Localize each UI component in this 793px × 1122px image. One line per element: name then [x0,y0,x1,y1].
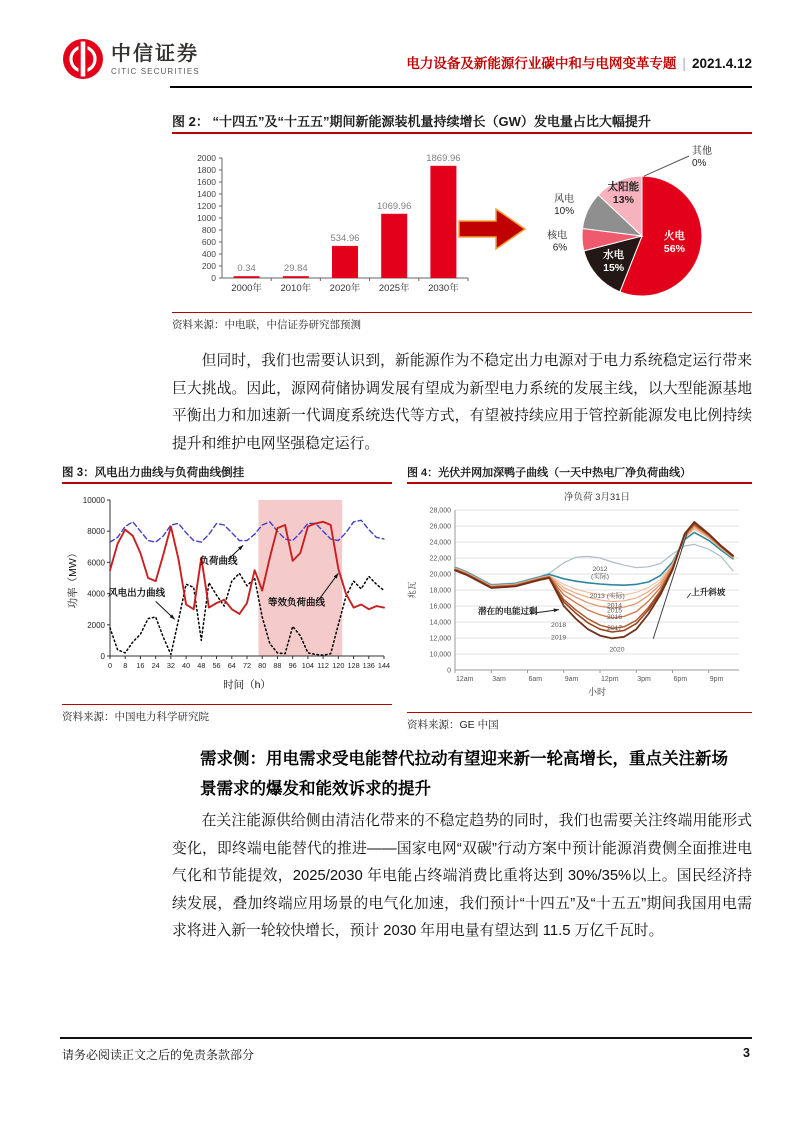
x-category-label: 2025年 [378,283,410,294]
x-tick-label: 144 [377,661,391,670]
x-tick-label: 9pm [709,676,724,683]
y-axis-title: 兆瓦 [407,581,417,599]
figure4-source: 资料来源：GE 中国 [407,719,499,731]
bar-value-label: 1869.96 [426,152,461,164]
x-tick-label: 72 [242,661,252,670]
y-tick-label: 10,000 [429,651,451,659]
y-tick-label: 20,000 [429,571,451,579]
y-tick-label: 18,000 [429,587,451,595]
y-tick-label: 0 [447,667,451,675]
x-tick-label: 40 [182,661,191,670]
series-label-2017: 2017 [606,625,623,632]
y-tick-label: 0 [211,273,216,283]
figure4-title-underline [407,482,752,484]
paragraph-supply-challenge: 但同时，我们也需要认识到，新能源作为不稳定出力电源对于电力系统稳定运行带来巨大挑战。因此，源网荷储协调发展有望成为新型电力系统的发展主线，以大型能源基地平衡出力和加速新一代调度系统迭代等方式，有望被持续应用于管控新能源发电比例持续提升和维护电网坚强稳定运行。 [172,353,752,452]
x-tick-label: 0 [107,661,113,670]
x-tick-label: 6am [528,676,543,683]
y-tick-label: 26,000 [429,523,451,531]
x-tick-label: 104 [301,661,314,670]
figure2-source-divider [172,312,752,313]
brand-name: 中信证券 [111,42,199,65]
series-负荷曲线 [110,520,384,542]
x-tick-label: 88 [273,661,282,670]
y-axis-title: 功率（MW） [67,547,79,609]
bar-2030年 [430,166,456,278]
x-tick-label: 120 [332,661,345,670]
series-label-2014: 2014 [606,602,623,610]
header-title-block [172,52,752,73]
pie-label-太阳能: 太阳能 13% [607,181,640,207]
x-tick-label: 9am [564,676,579,683]
figure2-title: 图 2： “十四五”及“十五五”期间新能源装机量持续增长（GW）发电量占比大幅提升 [172,114,651,129]
paragraph-demand-side: 在关注能源供给侧由清洁化带来的不稳定趋势的同时，我们也需要关注终端用能形式变化，即终端电能替代的推进——国家电网“双碳”行动方案中预计能源消费侧全面推进电气化和节能提效，2025/2030 年电能占终端消费比重将达到 30%/35%以上。国民经济持续发展，叠加终端应用场景的电气化加速，我们预计“十四五”及“十五五”期间我国用电需求将进入新一轮较快增长，预计 2030 年用电量有望达到 11.5 万亿千瓦时。 [172,813,752,939]
pie-leader-line [644,156,689,176]
x-tick-label: 128 [347,661,360,670]
x-tick-label: 136 [362,661,375,670]
pie-label-水电: 水电 15% [603,248,625,274]
brand-name-en: CITIC SECURITIES [111,66,200,76]
pie-label-火电: 火电 56% [663,230,685,256]
figure2-source: 资料来源：中电联，中信证券研究部预测 [172,319,361,331]
y-tick-label: 1800 [197,165,216,175]
x-axis-title: 时间（h） [223,679,271,691]
annotation-风电出力曲线: 风电出力曲线 [108,587,166,599]
x-category-label: 2030年 [428,283,459,294]
figure2-title-underline [172,132,752,134]
x-tick-label: 8 [123,661,128,670]
figure3-source-divider [62,704,392,705]
y-tick-label: 24,000 [429,539,451,547]
series-label-2020: 2020 [609,646,625,654]
report-topic: 电力设备及新能源行业碳中和与电网变革专题 [406,56,677,71]
y-tick-label: 600 [201,237,216,247]
figure3-source: 资料来源：中国电力科学研究院 [62,711,209,723]
y-tick-label: 400 [201,249,216,259]
y-tick-label: 10000 [82,496,105,505]
annotation-负荷曲线: 负荷曲线 [199,555,238,567]
installed-capacity-bar-chart [178,140,478,302]
bar-value-label: 1069.96 [377,200,412,212]
y-tick-label: 22,000 [429,555,451,563]
generation-mix-pie-chart [522,138,754,310]
y-tick-label: 1400 [197,189,216,199]
arrow-right-icon [456,206,530,252]
series-label-2019: 2019 [551,634,567,642]
citic-logo-icon [62,38,104,80]
y-tick-label: 1200 [197,201,216,211]
x-tick-label: 12am [456,676,474,683]
y-tick-label: 8000 [87,527,105,537]
x-tick-label: 56 [212,661,221,670]
figure3-title-underline [62,482,392,484]
x-tick-label: 64 [227,661,236,670]
y-tick-label: 800 [201,225,216,235]
report-date: 2021.4.12 [691,56,752,71]
x-tick-label: 48 [197,661,206,670]
x-tick-label: 80 [258,661,267,670]
annotation-arrow-head [554,608,559,612]
bar-2020年 [332,246,358,278]
x-tick-label: 24 [151,661,160,670]
series-label-2018: 2018 [551,622,567,630]
pie-label-核电: 核电 6% [547,230,568,254]
chart-title: 净负荷 3月31日 [564,492,630,503]
y-tick-label: 16,000 [429,603,451,611]
x-tick-label: 3am [492,676,506,683]
x-tick-label: 3pm [637,676,651,683]
bar-2010年 [283,276,309,278]
header-divider [170,86,752,88]
y-tick-label: 4000 [87,589,105,599]
y-tick-label: 200 [201,261,216,271]
figure3-title: 图 3：风电出力曲线与负荷曲线倒挂 [62,467,245,479]
x-tick-label: 16 [136,661,145,670]
annotation-潜在的电能过剩: 潜在的电能过剩 [477,606,538,616]
y-tick-label: 0 [100,652,105,661]
x-category-label: 2020年 [329,283,361,294]
y-tick-label: 2000 [87,620,105,630]
series-label-2015: 2015 [606,607,623,615]
bar-value-label: 534.96 [330,232,360,244]
y-tick-label: 1600 [197,177,216,187]
pie-label-风电: 风电 10% [554,194,575,218]
x-tick-label: 6pm [673,676,688,683]
annotation-上升斜坡: 上升斜坡 [691,586,726,597]
x-category-label: 2010年 [280,283,312,294]
annotation-等效负荷曲线: 等效负荷曲线 [267,597,325,609]
x-axis-title: 小时 [587,687,607,697]
figure4-title: 图 4：光伏并网加深鸭子曲线（一天中热电厂净负荷曲线） [407,467,692,479]
y-tick-label: 1000 [197,213,216,223]
bar-value-label: 29.84 [283,263,308,275]
x-tick-label: 32 [166,661,175,670]
footer-divider [60,1037,752,1039]
y-tick-label: 28,000 [429,507,451,515]
y-tick-label: 6000 [87,558,105,568]
y-tick-label: 14,000 [429,619,451,627]
figure4-source-divider [407,712,752,713]
bar-2025年 [381,214,407,278]
bar-2000年 [234,276,260,278]
x-tick-label: 96 [288,661,297,670]
pie-label-其他: 其他 0% [692,146,712,169]
y-tick-label: 2000 [197,153,216,163]
series-label-2016: 2016 [606,614,623,621]
bar-value-label: 0.34 [237,263,256,275]
x-tick-label: 112 [317,661,329,670]
page-number: 3 [743,1046,750,1060]
header-separator: | [682,56,686,71]
x-tick-label: 12pm [601,676,619,683]
ramp-tick [687,593,691,598]
series-label-2013 (实际): 2013 (实际) [589,592,625,600]
series-label-2012 (实际): 2012 (实际) [590,566,610,581]
duck-curve-line-chart [405,488,753,700]
footer-disclaimer: 请务必阅读正文之后的免责条款部分 [62,1048,255,1062]
section-heading-demand-side: 需求侧：用电需求受电能替代拉动有望迎来新一轮高增长，重点关注新场景需求的爆发和能效诉求的提升 [200,750,728,798]
x-category-label: 2000年 [231,283,262,294]
wind-output-load-line-chart [62,490,392,696]
y-tick-label: 12,000 [429,635,451,643]
